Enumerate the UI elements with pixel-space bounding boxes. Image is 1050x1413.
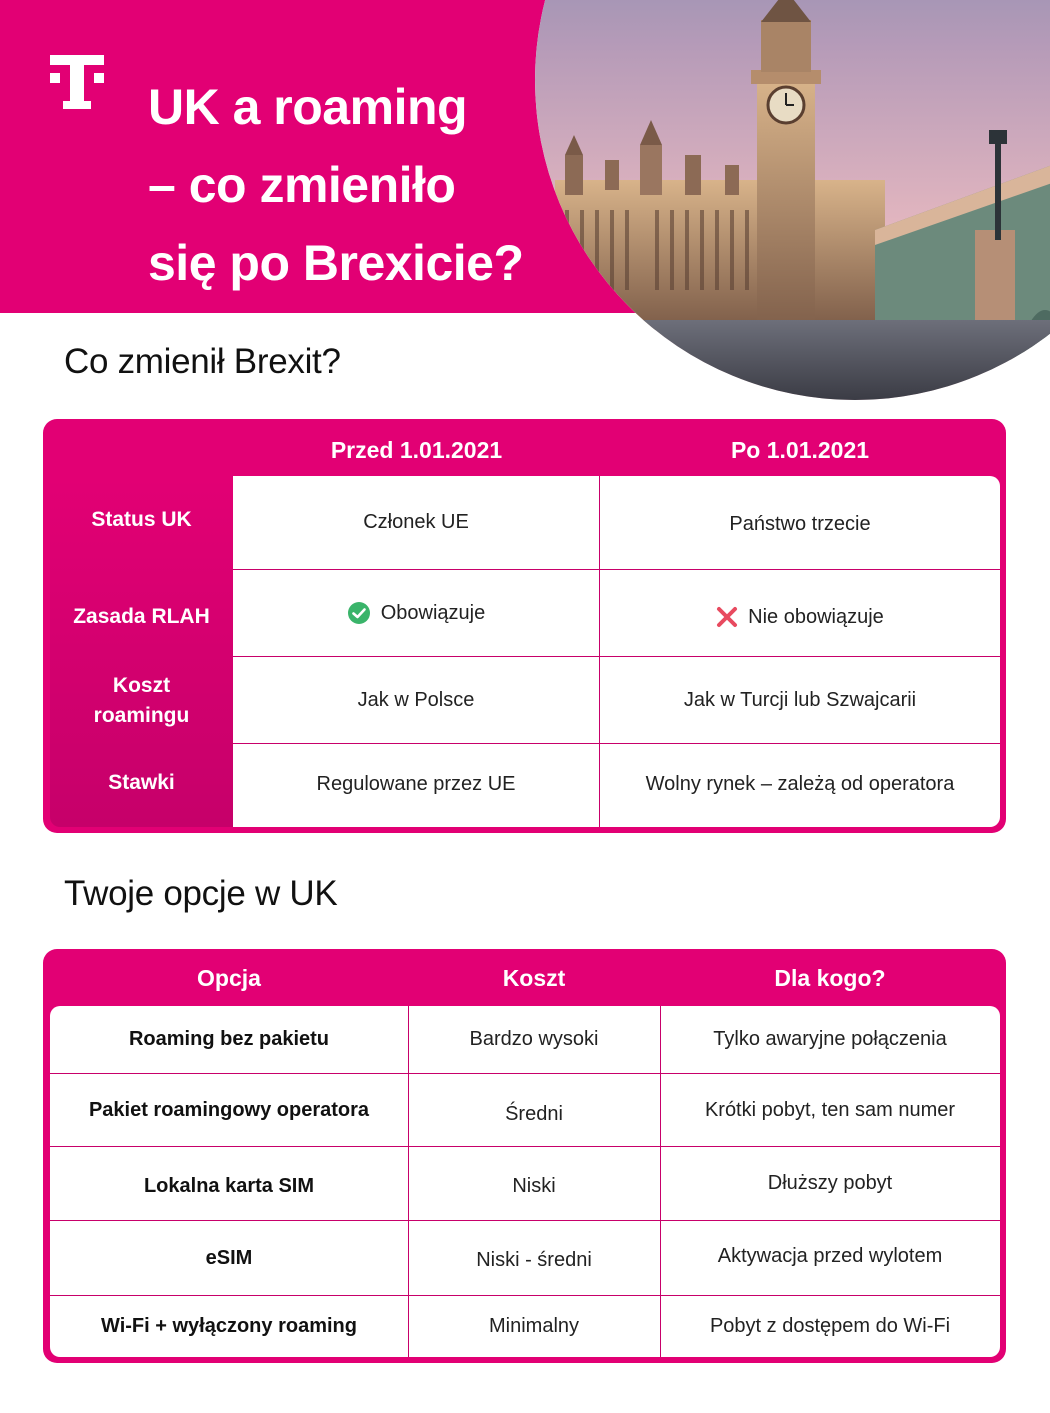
page-title (148, 68, 548, 302)
table-row-audience: Pobyt z dostępem do Wi-Fi (709, 1314, 951, 1337)
row-label-cost: Koszt roamingu (93, 674, 190, 727)
table-row-option: Lokalna karta SIM (143, 1174, 315, 1197)
table-row-cost: Średni (505, 1102, 563, 1125)
cell-rlah-before (233, 570, 599, 656)
table-row-option: eSIM (205, 1246, 253, 1269)
table-row-audience: Krótki pobyt, ten sam numer (704, 1098, 956, 1121)
column-header-option: Opcja (197, 965, 261, 991)
section2-heading: Twoje opcje w UK (64, 874, 338, 913)
row-label-rates: Stawki (108, 771, 175, 794)
rlah-after-text: Nie obowiązuje (748, 605, 884, 628)
column-header-audience: Dla kogo? (774, 965, 886, 991)
cell-rates-after: Wolny rynek – zależą od operatora (645, 772, 955, 795)
column-header-before: Przed 1.01.2021 (330, 437, 503, 463)
table-row-audience: Aktywacja przed wylotem (717, 1244, 943, 1267)
telekom-t-icon (50, 55, 104, 113)
cell-rlah-after (600, 574, 1000, 660)
table-row-option: Pakiet roamingowy operatora (88, 1098, 370, 1121)
rlah-before-text: Obowiązuje (380, 601, 486, 624)
table-row-cost: Niski (512, 1174, 556, 1197)
table-row-cost: Bardzo wysoki (469, 1028, 599, 1050)
westminster-photo (535, 0, 1050, 400)
column-header-cost: Koszt (502, 965, 566, 991)
table-row-cost: Niski - średni (476, 1248, 592, 1271)
table-row-audience: Dłuższy pobyt (767, 1171, 893, 1194)
check-circle-icon (347, 601, 371, 625)
cell-cost-after: Jak w Turcji lub Szwajcarii (683, 688, 917, 711)
title-line-1: UK a roaming (148, 79, 468, 135)
section1-heading: Co zmienił Brexit? (64, 342, 341, 381)
title-line-3: się po Brexicie? (148, 235, 524, 291)
table-row-audience: Tylko awaryjne połączenia (713, 1028, 947, 1050)
column-header-after: Po 1.01.2021 (730, 437, 870, 463)
title-line-2: – co zmieniło (148, 157, 456, 213)
cross-icon (716, 606, 738, 628)
table-row-option: Wi-Fi + wyłączony roaming (101, 1314, 357, 1337)
row-label-rlah: Zasada RLAH (73, 605, 210, 628)
table-row-cost: Minimalny (488, 1314, 580, 1337)
row-label-status: Status UK (91, 508, 192, 531)
cell-status-after: Państwo trzecie (729, 513, 871, 535)
table-row-option: Roaming bez pakietu (128, 1028, 330, 1050)
cell-rates-before: Regulowane przez UE (316, 772, 516, 795)
cell-status-before: Członek UE (363, 511, 469, 533)
cell-cost-before: Jak w Polsce (357, 688, 475, 711)
